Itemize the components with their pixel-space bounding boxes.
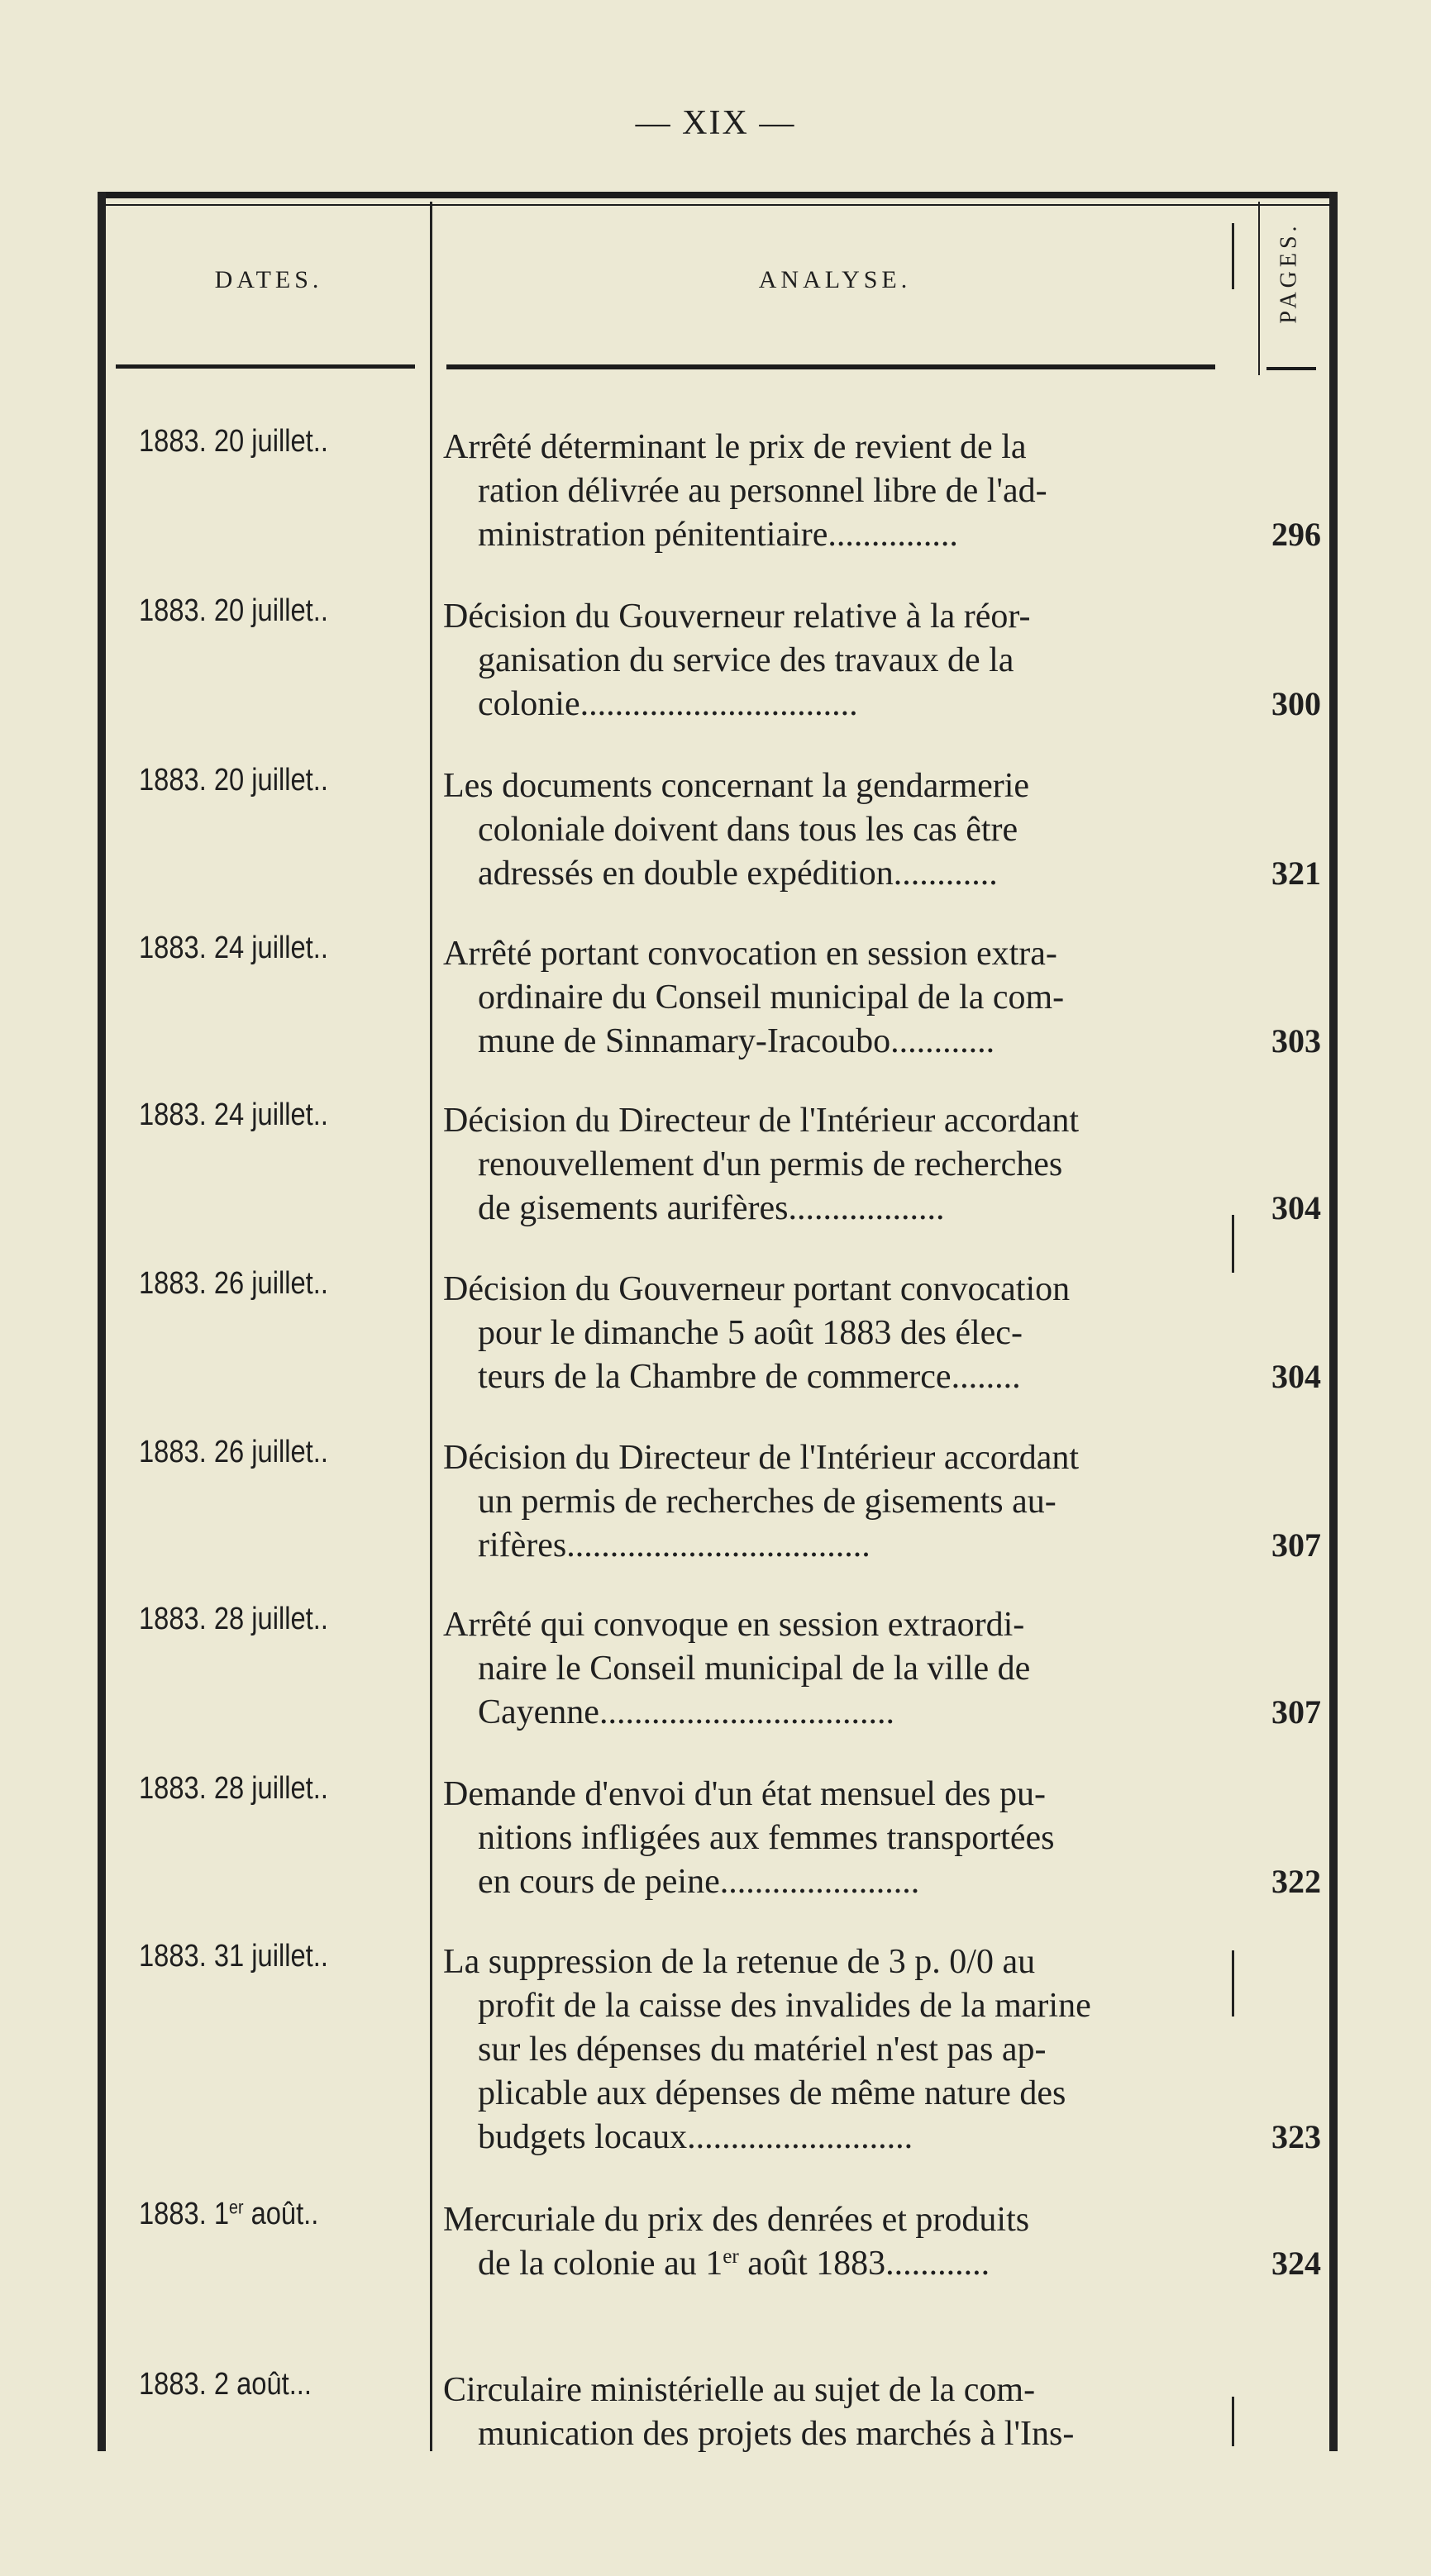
entry-page-number: 307 xyxy=(1271,1526,1321,1564)
entry-page-number: 321 xyxy=(1271,855,1321,892)
entry-analysis-line: mune de Sinnamary-Iracoubo............ xyxy=(478,1022,995,1060)
date-column-divider xyxy=(430,202,432,2451)
entry-analysis-line: Cayenne.................................. xyxy=(478,1693,894,1731)
pages-head-divider xyxy=(1258,202,1260,375)
table-top-rule-thin xyxy=(98,204,1338,206)
entry-analysis-line: Mercuriale du prix des denrées et produits xyxy=(443,2201,1030,2239)
entry-analysis xyxy=(443,1773,1225,1904)
entry-analysis-line: Décision du Directeur de l'Intérieur accordant xyxy=(443,1439,1080,1477)
entry-page-number: 300 xyxy=(1271,685,1321,722)
entry-date: 1883. 26 juillet.. xyxy=(139,1435,328,1469)
table-top-rule xyxy=(98,192,1338,198)
entry-page-number: 323 xyxy=(1271,2118,1321,2155)
table-left-border xyxy=(98,192,106,2451)
entry-analysis-line: renouvellement d'un permis de recherches xyxy=(478,1145,1063,1183)
entry-analysis-line: de la colonie au 1er août 1883............ xyxy=(478,2245,990,2283)
entry-page-number: 303 xyxy=(1271,1022,1321,1059)
entry-page-number: 324 xyxy=(1271,2245,1321,2282)
entry-page-number: 304 xyxy=(1271,1189,1321,1226)
entry-date: 1883. 2 août... xyxy=(139,2367,312,2402)
entry-date: 1883. 24 juillet.. xyxy=(139,1098,328,1132)
entry-date: 1883. 20 juillet.. xyxy=(139,424,328,459)
entry-analysis xyxy=(443,1603,1225,1735)
entry-analysis-line: Arrêté portant convocation en session extra- xyxy=(443,935,1057,973)
entry-analysis xyxy=(443,426,1225,557)
entry-analysis-line: Décision du Gouverneur portant convocation xyxy=(443,1270,1071,1308)
entry-analysis-line: Décision du Gouverneur relative à la réor- xyxy=(443,598,1031,636)
header-separator-pages xyxy=(1266,367,1316,370)
entry-analysis-line: adressés en double expédition............ xyxy=(478,855,998,893)
page-header: — XIX — xyxy=(635,104,796,142)
column-header-pages: PAGES. xyxy=(1276,221,1302,324)
entry-analysis-line: Les documents concernant la gendarmerie xyxy=(443,767,1030,805)
entry-analysis-line: en cours de peine....................... xyxy=(478,1863,920,1901)
entry-analysis-line: pour le dimanche 5 août 1883 des élec- xyxy=(478,1314,1023,1352)
entry-analysis-line: munication des projets des marchés à l'Ins- xyxy=(478,2415,1075,2453)
entry-analysis-line: Circulaire ministérielle au sujet de la com- xyxy=(443,2371,1036,2409)
entry-analysis-line: nitions infligées aux femmes transportées xyxy=(478,1819,1055,1857)
entry-analysis xyxy=(443,1940,1225,2159)
entry-analysis xyxy=(443,1268,1225,1399)
entry-analysis-line: rifères................................... xyxy=(478,1526,871,1564)
entry-analysis-line: de gisements aurifères.................. xyxy=(478,1189,945,1227)
entry-analysis-line: ordinaire du Conseil municipal de la com- xyxy=(478,978,1065,1017)
entry-page-number: 296 xyxy=(1271,516,1321,553)
pages-column-divider xyxy=(1232,1950,1234,2017)
entry-analysis xyxy=(443,1099,1225,1231)
entry-date: 1883. 20 juillet.. xyxy=(139,593,328,628)
entry-page-number: 307 xyxy=(1271,1693,1321,1731)
entry-analysis-line: Demande d'envoi d'un état mensuel des pu- xyxy=(443,1775,1046,1813)
entry-analysis-line: un permis de recherches de gisements au- xyxy=(478,1483,1057,1521)
entry-analysis xyxy=(443,764,1225,896)
table-right-border xyxy=(1329,192,1338,2451)
entry-page-number: 322 xyxy=(1271,1863,1321,1900)
entry-analysis xyxy=(443,2369,1225,2456)
entry-analysis xyxy=(443,595,1225,726)
pages-column-divider xyxy=(1232,2397,1234,2446)
entry-analysis-line: ration délivrée au personnel libre de l'ad- xyxy=(478,472,1047,510)
pages-column-divider xyxy=(1232,1215,1234,1273)
entry-page-number: 304 xyxy=(1271,1358,1321,1395)
entry-date: 1883. 28 juillet.. xyxy=(139,1771,328,1806)
entry-analysis-line: ganisation du service des travaux de la xyxy=(478,641,1014,679)
entry-date: 1883. 24 juillet.. xyxy=(139,931,328,965)
entry-date: 1883. 28 juillet.. xyxy=(139,1602,328,1636)
entry-date: 1883. 1er août.. xyxy=(139,2196,319,2231)
header-separator-analyse xyxy=(446,364,1215,369)
entry-analysis-line: Arrêté déterminant le prix de revient de la xyxy=(443,428,1027,466)
entry-analysis-line: naire le Conseil municipal de la ville de xyxy=(478,1650,1031,1688)
entry-analysis xyxy=(443,932,1225,1064)
entry-analysis xyxy=(443,2198,1225,2286)
entry-analysis-line: coloniale doivent dans tous les cas être xyxy=(478,811,1018,849)
entry-date: 1883. 31 juillet.. xyxy=(139,1939,328,1974)
entry-analysis xyxy=(443,1436,1225,1568)
entry-analysis-line: La suppression de la retenue de 3 p. 0/0 au xyxy=(443,1943,1036,1981)
header-separator-dates xyxy=(116,364,415,369)
entry-analysis-line: teurs de la Chambre de commerce........ xyxy=(478,1358,1021,1396)
entry-analysis-line: colonie................................ xyxy=(478,685,858,723)
pages-column-divider xyxy=(1232,223,1234,289)
entry-analysis-line: sur les dépenses du matériel n'est pas ap- xyxy=(478,2031,1047,2069)
entry-analysis-line: ministration pénitentiaire............... xyxy=(478,516,958,554)
entry-analysis-line: Arrêté qui convoque en session extraordi- xyxy=(443,1606,1025,1644)
entry-analysis-line: budgets locaux.......................... xyxy=(478,2118,913,2156)
entry-date: 1883. 20 juillet.. xyxy=(139,763,328,798)
entry-date: 1883. 26 juillet.. xyxy=(139,1266,328,1301)
entry-analysis-line: profit de la caisse des invalides de la marine xyxy=(478,1987,1091,2025)
column-header-analyse: ANALYSE. xyxy=(758,266,912,293)
entry-analysis-line: plicable aux dépenses de même nature des xyxy=(478,2074,1066,2112)
entry-analysis-line: Décision du Directeur de l'Intérieur accordant xyxy=(443,1102,1080,1140)
column-header-dates: DATES. xyxy=(214,266,323,293)
